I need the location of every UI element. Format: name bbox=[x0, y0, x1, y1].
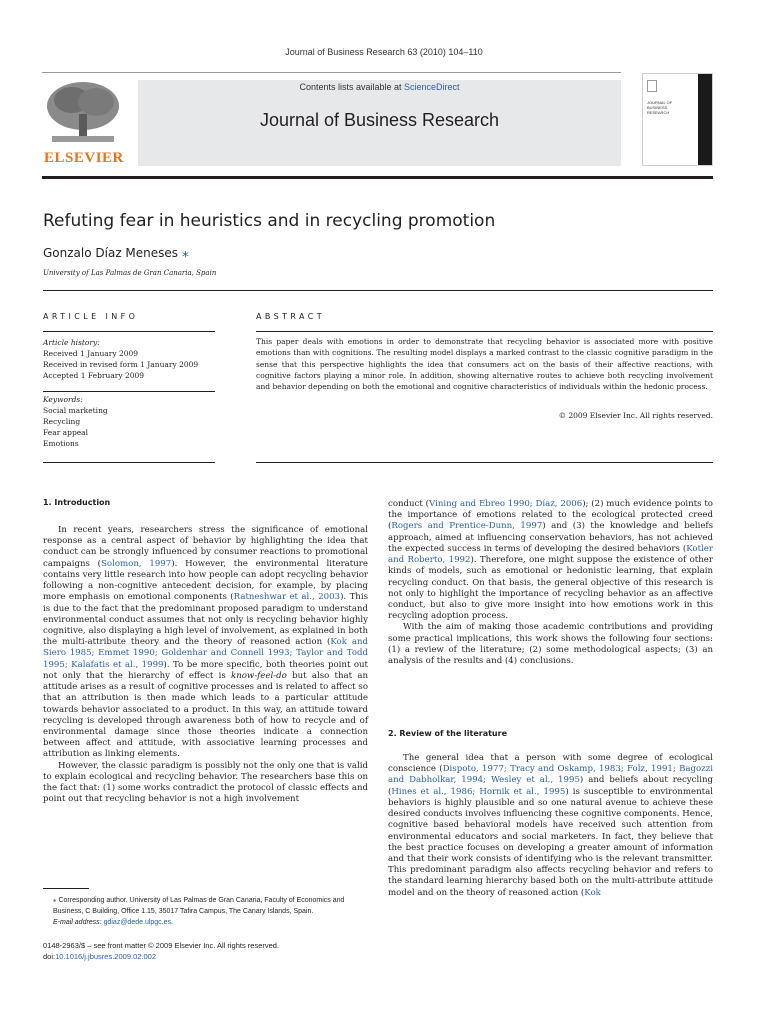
issn-line: 0148-2963/$ – see front matter © 2009 Elsevier Inc. All rights reserved. bbox=[43, 941, 280, 950]
citation-link[interactable]: Solomon, 1997 bbox=[101, 558, 172, 569]
paragraph-text: know-feel-do bbox=[231, 670, 287, 681]
footnote bbox=[43, 895, 363, 928]
doi-link[interactable]: 10.1016/j.jbusres.2009.02.002 bbox=[55, 952, 157, 961]
citation-link[interactable]: Vining and Ebreo 1990; Díaz, 2006 bbox=[429, 499, 583, 509]
email-link[interactable]: gdiaz@dede.ulpgc.es bbox=[103, 919, 172, 926]
article-history bbox=[43, 337, 215, 381]
paragraph-text: ). However, the environmental literature contains very little research into how people can adopt recycling behavior following a non-cognitive antecedent decision, for example, by placing more emphasis on emotional components ( bbox=[43, 558, 368, 603]
article-title: Refuting fear in heuristics and in recycling promotion bbox=[43, 211, 496, 231]
abstract-rule-top bbox=[256, 331, 713, 332]
intro-paragraph-continued bbox=[388, 499, 713, 622]
paragraph-text: ). To be more specific, both theories point out not only that the hierarchy of effect is bbox=[43, 659, 368, 681]
paragraph-text: ) and (3) the knowledge and beliefs approach, aimed at influencing conservation behaviors, has not achieved the expected success in terms of developing the desired behaviors ( bbox=[388, 521, 713, 554]
corresponding-author-note bbox=[43, 895, 363, 917]
email-suffix: . bbox=[171, 919, 173, 926]
review-paragraph-1 bbox=[388, 753, 713, 899]
left-column bbox=[43, 525, 368, 805]
intro-paragraph-2: However, the classic paradigm is possibly not the only one that is valid to explain ecological and recycling behavior. The researchers base this on the fact that: (1) some works contradict the protocol of classic effects and point out that recycling behavior is not a high involvement bbox=[43, 760, 368, 805]
abstract-rule-bottom bbox=[256, 462, 713, 463]
footnote-text: Corresponding author. University of Las Palmas de Gran Canaria, Faculty of Economics and Business, C Building, Office 1.15, 35017 Tafira Campus, The Canary Islands, Spain. bbox=[53, 897, 345, 915]
email-label: E-mail address: bbox=[53, 919, 102, 926]
paragraph-text: The general idea that a person with some degree of ecological conscience ( bbox=[388, 753, 713, 775]
right-column bbox=[388, 499, 713, 667]
abstract-heading: ABSTRACT bbox=[256, 312, 326, 321]
history-accepted: Accepted 1 February 2009 bbox=[43, 371, 145, 380]
paragraph-text: but also that an attitude arises as a result of cognitive processes and is related to affect so that an attribution is then made which leads to a particular attitude towards behavior associated to a product. In this way, an attitude toward recycling is developed through awareness both of how to recycle and of environmental damage since those theories indicate a connection between affect and attitude, with associative learning processes and attribution as linking elements. bbox=[43, 670, 368, 760]
abstract-copyright: © 2009 Elsevier Inc. All rights reserved. bbox=[558, 411, 713, 420]
email-line bbox=[43, 917, 363, 928]
citation-link[interactable]: Ratneshwar et al., 2003 bbox=[233, 592, 341, 603]
doi-label: doi: bbox=[43, 952, 56, 961]
header-bottom-rule bbox=[42, 176, 713, 179]
contents-line bbox=[138, 82, 621, 92]
citation-link[interactable]: Kotler and Roberto, 1992 bbox=[388, 543, 713, 566]
paragraph-text: ); (2) much evidence points to the importance of emotions related to the ecological protected creed ( bbox=[388, 499, 713, 532]
title-rule bbox=[43, 290, 713, 291]
corresponding-author-mark[interactable]: ⁎ bbox=[181, 245, 189, 261]
paragraph-text: ). Therefore, one might suppose the existence of other kinds of models, such as emotional or hedonistic learning, that explain recycling conduct. On that basis, the general objective of this research is not only to highlight the importance of recycling behavior as an affective conduct, but also to give more insight into how emotions work in this recycling adoption process. bbox=[388, 555, 713, 622]
cover-logo-icon bbox=[647, 80, 657, 92]
journal-reference: Journal of Business Research 63 (2010) 104–110 bbox=[285, 47, 483, 57]
citation-link[interactable]: Hines et al., 1986; Hornik et al., 1995 bbox=[391, 786, 566, 797]
author-name: Gonzalo Díaz Meneses bbox=[43, 246, 179, 260]
intro-paragraph-1 bbox=[43, 525, 368, 761]
paragraph-text: ). This is due to the fact that the predominant proposed paradigm to understand environmental conduct assumes that not only is recycling behavior highly cognitive, also displaying a high level of involvement, as explained in both the multi-attribute theory and the theory of reasoned action ( bbox=[43, 592, 368, 648]
keyword-item: Recycling bbox=[43, 417, 81, 426]
history-label: Article history: bbox=[43, 338, 100, 347]
keyword-item: Fear appeal bbox=[43, 428, 89, 437]
citation-link[interactable]: Kok bbox=[584, 887, 601, 898]
article-info-rule-top bbox=[43, 331, 215, 332]
citation-link[interactable]: Dispoto, 1977; Tracy and Oskamp, 1983; Folz, 1991; Bagozzi and Dabholkar, 1994; Wesley et al., 1995 bbox=[388, 764, 713, 786]
cover-title: JOURNAL OF BUSINESS RESEARCH bbox=[647, 100, 673, 115]
citation-link[interactable]: Kok and Siero 1985; Emmet 1990; Goldenhar and Connell 1993; Taylor and Todd 1995; Kalafatis et al., 1999 bbox=[43, 637, 368, 670]
doi-line bbox=[43, 951, 279, 962]
section-heading-introduction: 1. Introduction bbox=[43, 498, 111, 507]
paragraph-text: In recent years, researchers stress the significance of emotional response as a central aspect of behavior by highlighting the idea that conduct can be strongly influenced by consumer reactions to promotional campaigns ( bbox=[43, 525, 368, 569]
author-affiliation: University of Las Palmas de Gran Canaria, Spain bbox=[43, 269, 217, 277]
sciencedirect-link[interactable]: ScienceDirect bbox=[404, 82, 460, 92]
footnote-rule bbox=[43, 888, 89, 889]
elsevier-wordmark: ELSEVIER bbox=[44, 150, 124, 166]
footnote-mark: ⁎ bbox=[53, 897, 57, 904]
section-heading-review: 2. Review of the literature bbox=[388, 729, 507, 738]
keyword-item: Social marketing bbox=[43, 406, 108, 415]
header-top-rule bbox=[42, 72, 621, 73]
cover-spine bbox=[698, 74, 712, 165]
keywords-block bbox=[43, 394, 215, 449]
contents-prefix: Contents lists available at bbox=[299, 82, 405, 92]
author-line bbox=[43, 245, 189, 261]
abstract-text: This paper deals with emotions in order to demonstrate that recycling behavior is associated more with positive emotions than with cognitions. The resulting model displays a marked contrast to the classic cognitive paradigm in the sense that this perspective highlights the idea that consumers act on the basis of their affective reactions, with cognitive factors playing a minor role. In addition, showing alternative routes to achieve both recycling involvement and behavior depending on both the emotional and cognitive characteristics of individuals within the hedonic process. bbox=[256, 337, 713, 392]
journal-cover-thumbnail bbox=[642, 73, 713, 166]
history-received: Received 1 January 2009 bbox=[43, 349, 139, 358]
article-info-rule-mid bbox=[43, 391, 215, 392]
paragraph-text: ) is susceptible to environmental behaviors is highly plausible and so one natural avenue to achieve these desired conducts involves influencing these cognitive components. Hence, cognitive based behavioral models have received such attention from environmental educators and social marketers. In fact, they believe that the best practice focuses on developing a greater amount of information and that their work consists of identifying who is the relevant transmitter. This predominant paradigm also affects recycling behavior and refers to the standard learning hierarchy based both on the multi-attribute attitude model and on the theory of reasoned action ( bbox=[388, 786, 713, 898]
review-column bbox=[388, 753, 713, 899]
article-info-rule-bottom bbox=[43, 462, 215, 463]
history-revised: Received in revised form 1 January 2009 bbox=[43, 360, 199, 369]
journal-title: Journal of Business Research bbox=[259, 110, 500, 130]
keywords-label: Keywords: bbox=[43, 395, 83, 404]
front-matter bbox=[43, 940, 279, 962]
citation-link[interactable]: Rogers and Prentice-Dunn, 1997 bbox=[391, 521, 543, 532]
paragraph-text: conduct ( bbox=[388, 499, 430, 509]
paragraph-text: ) and beliefs about recycling ( bbox=[388, 775, 714, 797]
keyword-item: Emotions bbox=[43, 439, 79, 448]
intro-paragraph-sections: With the aim of making those academic contributions and providing some practical implications, this work shows the following four sections: (1) a review of the literature; (2) some methodological aspects; (3) an analysis of the results and (4) conclusions. bbox=[388, 622, 713, 667]
article-info-heading: ARTICLE INFO bbox=[43, 312, 139, 321]
